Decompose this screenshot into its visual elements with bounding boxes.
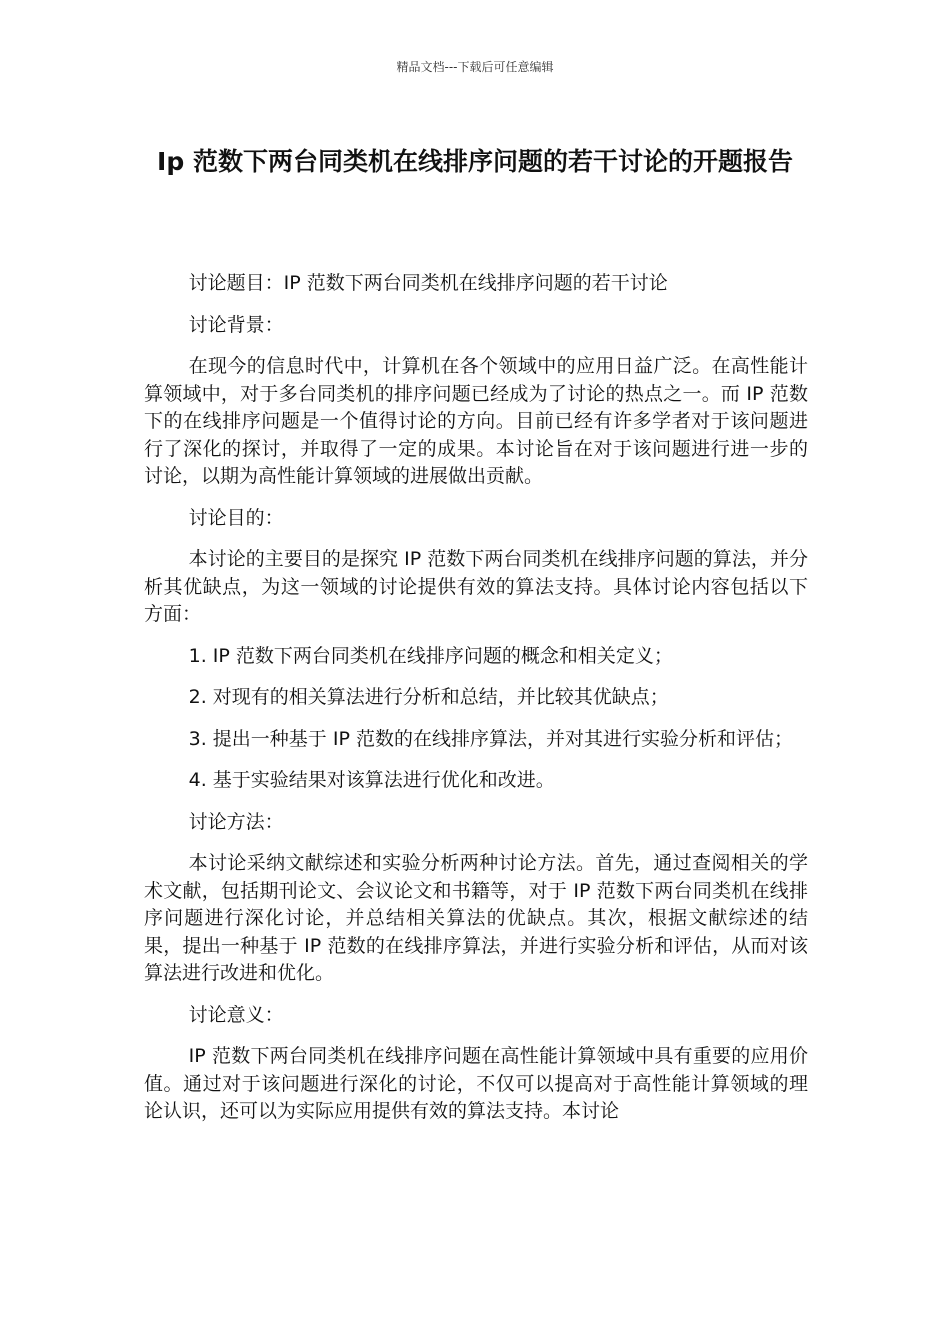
document-body bbox=[144, 270, 808, 1140]
significance-paragraph: IP 范数下两台同类机在线排序问题在高性能计算领域中具有重要的应用价值。通过对于该问题进行深化的讨论，不仅可以提高对于高性能计算领域的理论认识，还可以为实际应用提供有效的算法支持。本讨论 bbox=[144, 1045, 808, 1122]
background-heading: 讨论背景： bbox=[188, 313, 284, 336]
document-title: Ip 范数下两台同类机在线排序问题的若干讨论的开题报告 bbox=[157, 147, 793, 176]
purpose-item-3: 3. 提出一种基于 IP 范数的在线排序算法，并对其进行实验分析和评估； bbox=[188, 727, 793, 750]
significance-heading: 讨论意义： bbox=[188, 1003, 284, 1026]
method-heading: 讨论方法： bbox=[188, 810, 284, 833]
background-paragraph: 在现今的信息时代中，计算机在各个领域中的应用日益广泛。在高性能计算领域中，对于多台同类机的排序问题已经成为了讨论的热点之一。而 IP 范数下的在线排序问题是一个值得讨论的方向。目前已经有许多学者对于该问题进行了深化的探讨，并取得了一定的成果。本讨论旨在对于该问题进行进一步的讨论，以期为高性能计算领域的进展做出贡献。 bbox=[144, 355, 808, 487]
purpose-item-1: 1. IP 范数下两台同类机在线排序问题的概念和相关定义； bbox=[188, 644, 673, 667]
topic-paragraph: 讨论题目：IP 范数下两台同类机在线排序问题的若干讨论 bbox=[188, 272, 668, 294]
purpose-paragraph: 本讨论的主要目的是探究 IP 范数下两台同类机在线排序问题的算法，并分析其优缺点，为这一领域的讨论提供有效的算法支持。具体讨论内容包括以下方面： bbox=[144, 548, 808, 625]
purpose-item-4: 4. 基于实验结果对该算法进行优化和改进。 bbox=[188, 769, 555, 791]
header-note: 精品文档---下载后可任意编辑 bbox=[396, 60, 554, 74]
purpose-heading: 讨论目的： bbox=[188, 506, 284, 529]
purpose-item-2: 2. 对现有的相关算法进行分析和总结，并比较其优缺点； bbox=[188, 686, 669, 708]
method-paragraph: 本讨论采纳文献综述和实验分析两种讨论方法。首先，通过查阅相关的学术文献，包括期刊论文、会议论文和书籍等，对于 IP 范数下两台同类机在线排序问题进行深化讨论，并总结相关算法的优缺点。其次，根据文献综述的结果，提出一种基于 IP 范数的在线排序算法，并进行实验分析和评估，从而对该算法进行改进和优化。 bbox=[144, 852, 808, 984]
